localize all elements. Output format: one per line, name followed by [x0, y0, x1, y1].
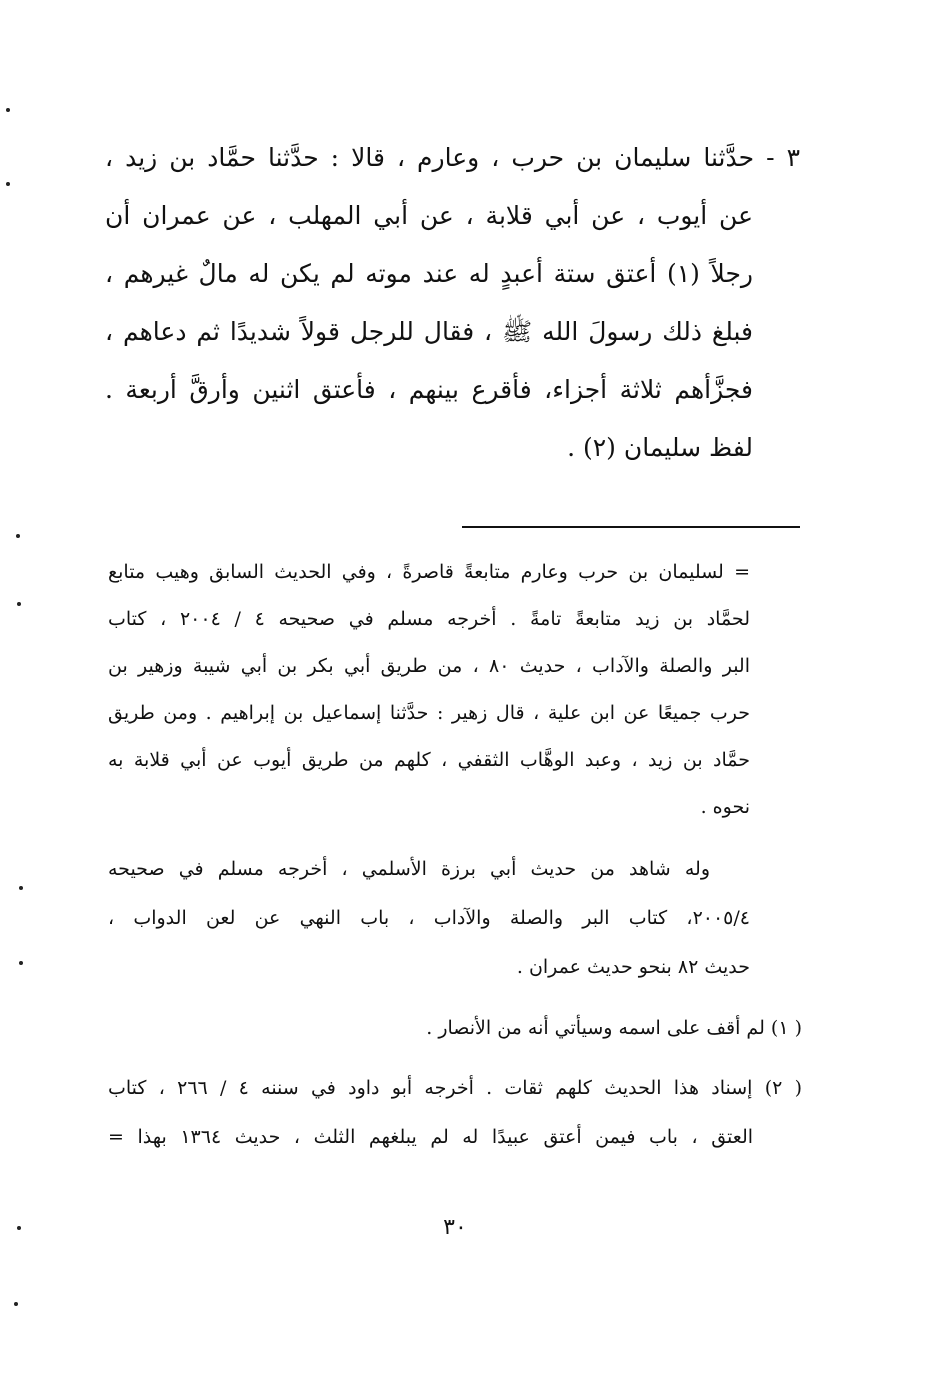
- main-text-line: ٣ - حدَّثنا سليمان بن حرب ، وعارم ، قالا : حدَّثنا حمَّاد بن زيد ،: [105, 143, 800, 172]
- footnote-2-line: ( ٢) إسناد هذا الحديث كلهم ثقات . أخرجه أبو داود في سننه ٤ / ٢٦٦ ، كتاب: [108, 1077, 803, 1099]
- scan-speck: [6, 108, 10, 112]
- footnote-line: حرب جميعًا عن ابن علية ، قال زهير : حدَّثنا إسماعيل بن إبراهيم . ومن طريق: [108, 702, 750, 724]
- witness-line: وله شاهد من حديث أبي برزة الأسلمي ، أخرجه مسلم في صحيحه: [108, 858, 710, 880]
- page-number: ٣٠: [443, 1215, 467, 1240]
- footnote-line: البر والصلة والآداب ، حديث ٨٠ ، من طريق أبي بكر بن أبي شيبة وزهير بن: [108, 655, 750, 677]
- footnote-line: نحوه .: [700, 796, 750, 818]
- main-text-line: رجلاً (١) أعتق ستة أعبدٍ له عند موته لم يكن له مالٌ غيرهم ،: [105, 259, 753, 288]
- scan-speck: [17, 1226, 21, 1230]
- main-text-line: فجزَّأهم ثلاثة أجزاء، فأقرع بينهم ، فأعتق اثنين وأرقَّ أربعة .: [105, 375, 753, 404]
- footnote-1: ( ١) لم أقف على اسمه وسيأتي أنه من الأنصار .: [426, 1017, 802, 1039]
- scan-speck: [19, 961, 23, 965]
- witness-line: ٢٠٠٥/٤، كتاب البر والصلة والآداب ، باب النهي عن لعن الدواب ،: [108, 907, 750, 929]
- main-text-line: لفظ سليمان (٢) .: [567, 433, 753, 462]
- scan-speck: [17, 602, 21, 606]
- footnote-2-line: العتق ، باب فيمن أعتق عبيدًا له لم يبلغهم الثلث ، حديث ١٣٦٤ بهذا =: [108, 1126, 754, 1148]
- footnote-line: حمَّاد بن زيد ، وعبد الوهَّاب الثقفي ، كلهم من طريق أيوب عن أبي قلابة به: [108, 749, 750, 771]
- main-text-line: عن أيوب ، عن أبي قلابة ، عن أبي المهلب ، عن عمران أن: [105, 201, 753, 230]
- witness-line: حديث ٨٢ بنحو حديث عمران .: [516, 956, 750, 978]
- scan-speck: [14, 1302, 18, 1306]
- main-text-line: فبلغ ذلك رسولَ الله ﷺ ، فقال للرجل قولاً شديدًا ثم دعاهم ،: [105, 317, 753, 346]
- footnote-line: لحمَّاد بن زيد متابعةً تامةً . أخرجه مسلم في صحيحه ٤ / ٢٠٠٤ ، كتاب: [108, 608, 750, 630]
- scan-speck: [16, 534, 20, 538]
- footnote-line: = لسليمان بن حرب وعارم متابعةً قاصرةً ، وفي الحديث السابق وهيب متابع: [108, 561, 750, 583]
- scan-speck: [6, 182, 10, 186]
- scan-speck: [19, 886, 23, 890]
- footnote-divider: [462, 526, 800, 528]
